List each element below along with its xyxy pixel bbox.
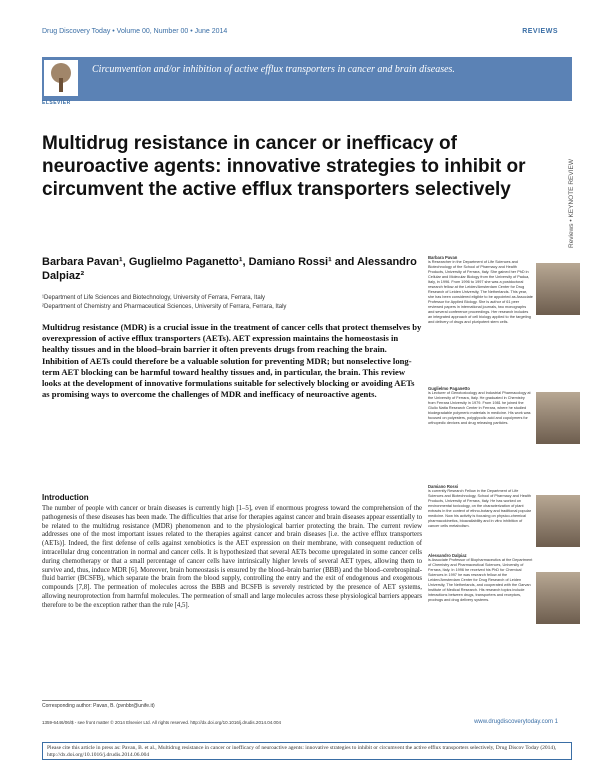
affiliations (42, 294, 402, 312)
citation-box: Please cite this article in press as: Pavan, B. et al., Multidrug resistance in cancer or inefficacy of neuroactive agents: innovative strategies to inhibit or circumvent the active efflux transporters selectively, Drug Discov Today (2014), http://dx.doi.org/10.1016/j.drudis.2014.06.004 (42, 742, 572, 760)
side-label: Reviews • KEYNOTE REVIEW (568, 159, 575, 248)
bio-pavan (428, 255, 533, 383)
bio-text: is Associate Professor of Biopharmaceutics at the Department of Chemistry and Pharmaceutical Sciences, University of Ferrara, Italy. In 1996 he received his PhD for Chemical Sciences in 1997 he was research fellow at the Leiden/Amsterdam Center for Drug Research of Leiden University, The Netherlands, and cooperated with the Garvan Institute of Medical Research. His research topics include interactions between drugs, transporters and receptors, prodrugs and drug delivery systems. (428, 558, 533, 602)
journal-header: Drug Discovery Today • Volume 00, Number 00 • June 2014 (42, 28, 228, 35)
bio-text: is Lecturer of Genotoxicology and Industrial Pharmacology at the University of Ferrara, Italy. He graduated in Chemistry from Ferrara University in 1979. From 1981 he joined the Giulio Natta Research Center in Ferrara, where he studied biodegradable polymeric materials in medicine. His work was focused on polyesters, polyglycolic acid and copolymers for orthopedic devices and drug releasing particles. (428, 391, 531, 425)
running-title: Circumvention and/or inhibition of active efflux transporters in cancer and brain diseases. (92, 64, 455, 75)
bio-rossi (428, 484, 533, 550)
corresponding-author: Corresponding author: Pavan, B. (pvnbbr@unife.it) (42, 703, 155, 709)
author-photo-paganetto (536, 392, 580, 444)
bio-text: is currently Research Fellow in the Department of Life Sciences and Biotechnology, School of Pharmacy and Health Products, University of Ferrara, Italy. He has worked on environmental toxicology, on the characterization of plant extracts in the context of ethno-botany and traditional popular medicine. Now his activity is focusing on physico-chemical pharmacokinetics, bioavailability and in vitro inhibition of cancer cells metabolism. (428, 489, 532, 528)
author-photo-dalpiaz (536, 572, 580, 624)
bio-dalpiaz (428, 553, 533, 643)
abstract: Multidrug resistance (MDR) is a crucial issue in the treatment of cancer cells that protect themselves by overexpression of active efflux transporters (AETs). AET expression maintains the homeostasis in healthy tissues and in the blood–brain barrier it often prevents drugs from reaching the brain. Inhibition of AETs could therefore be a valuable solution for preventing MDR; but nonselective long-term AET blocking can be harmful toward healthy tissues and, in particular, the brain. This review looks at the development of innovative formulations suitable for selectively blocking or avoiding AETs as promising ways to overcome the challenges of MDR and inefficacy of neuroactive agents. (42, 322, 422, 400)
affiliation-1: ¹Department of Life Sciences and Biotechnology, University of Ferrara, Ferrara, Italy (42, 295, 265, 301)
article-title: Multidrug resistance in cancer or inefficacy of neuroactive agents: innovative strategies to inhibit or circumvent the active efflux transporters selectively (42, 133, 526, 200)
bio-name: Alessandro Dalpiaz (428, 553, 467, 558)
section-heading-introduction: Introduction (42, 493, 89, 502)
journal-url-page[interactable]: www.drugdiscoverytoday.com 1 (474, 719, 558, 725)
elsevier-wordmark: ELSEVIER (42, 100, 71, 106)
author-list: Barbara Pavan¹, Guglielmo Paganetto¹, Damiano Rossi¹ and Alessandro Dalpiaz² (42, 256, 417, 282)
banner (42, 57, 572, 101)
bio-text: is Researcher in the Department of Life Sciences and Biotechnology of the School of Pharmacy and Health Products, University of Ferrara, Italy. She gained her PhD in Cellular and Molecular Biology from the University of Padua, Italy, in 1996. From 1996 to 1997 she was a postdoctoral research fellow at the Leiden/Amsterdam Center for Drug Research of Leiden University, The Netherlands. This year, she has been considered eligible to be appointed as Associate Professor for Applied Biology. She is author of 61 peer reviewed papers in international journals, two monographs and several conference proceedings. Her research includes an integrated approach of cell biology applied to the targeting and delivery of drugs and pluripotent stem cells. (428, 260, 533, 324)
section-label: REVIEWS (522, 28, 558, 35)
bio-paganetto (428, 386, 533, 481)
affiliation-2: ²Department of Chemistry and Pharmaceutical Sciences, University of Ferrara, Ferrara, Italy (42, 304, 287, 310)
author-photo-rossi (536, 495, 580, 547)
bio-name: Barbara Pavan (428, 255, 458, 260)
bio-name: Guglielmo Paganetto (428, 386, 470, 391)
introduction-text: The number of people with cancer or brain diseases is currently high [1–5], even if enormous progress toward the comprehension of the pathogenesis of these diseases has been made. The difficulties that arise for therapies against cancer and brain diseases appear essentially to be related to the multidrug resistance (MDR) phenomenon and to the physiological barrier protecting the brain. The current review addresses one of the most important issues related to the therapies against cancer and brain diseases [i.e. the active efflux transporters (AETs)]. Indeed, the first defense of cells against xenobiotics is the AET expression on their membrane, with consequent reduction of intracellular drug concentration in normal and cancer cells. It is hypothesized that several AETs become upregulated in some cancer cells during chemotherapy or that a small percentage of cancer cells have intrinsically higher levels of several AET types, allowing them to survive and, thus, induce MDR [6]. Moreover, brain homeostasis is ensured by the blood–brain barrier (BBB) and the blood–cerebrospinal-fluid barrier (BCSFB), which separate the brain from the blood supply, controlling the entry and the exit of endogenous and exogenous compounds [7,8]. The permeation of molecules across the BBB and BCSFB is severely restricted by the presence of AET systems, allowing neuroprotection from harmful molecules. The permeation of small and large molecules across these physiological barriers appears therefore to be the exception rather than the rule [4,5]. (42, 505, 422, 609)
elsevier-tree-logo-icon (44, 60, 78, 96)
footnote-divider (42, 700, 142, 701)
bio-name: Damiano Rossi (428, 484, 459, 489)
author-photo-pavan (536, 263, 580, 315)
author-bios (428, 255, 533, 646)
copyright-line: 1359-6446/06/$ - see front matter © 2014 Elsevier Ltd. All rights reserved. http://dx.doi.org/10.1016/j.drudis.2014.04.004 (42, 720, 281, 725)
